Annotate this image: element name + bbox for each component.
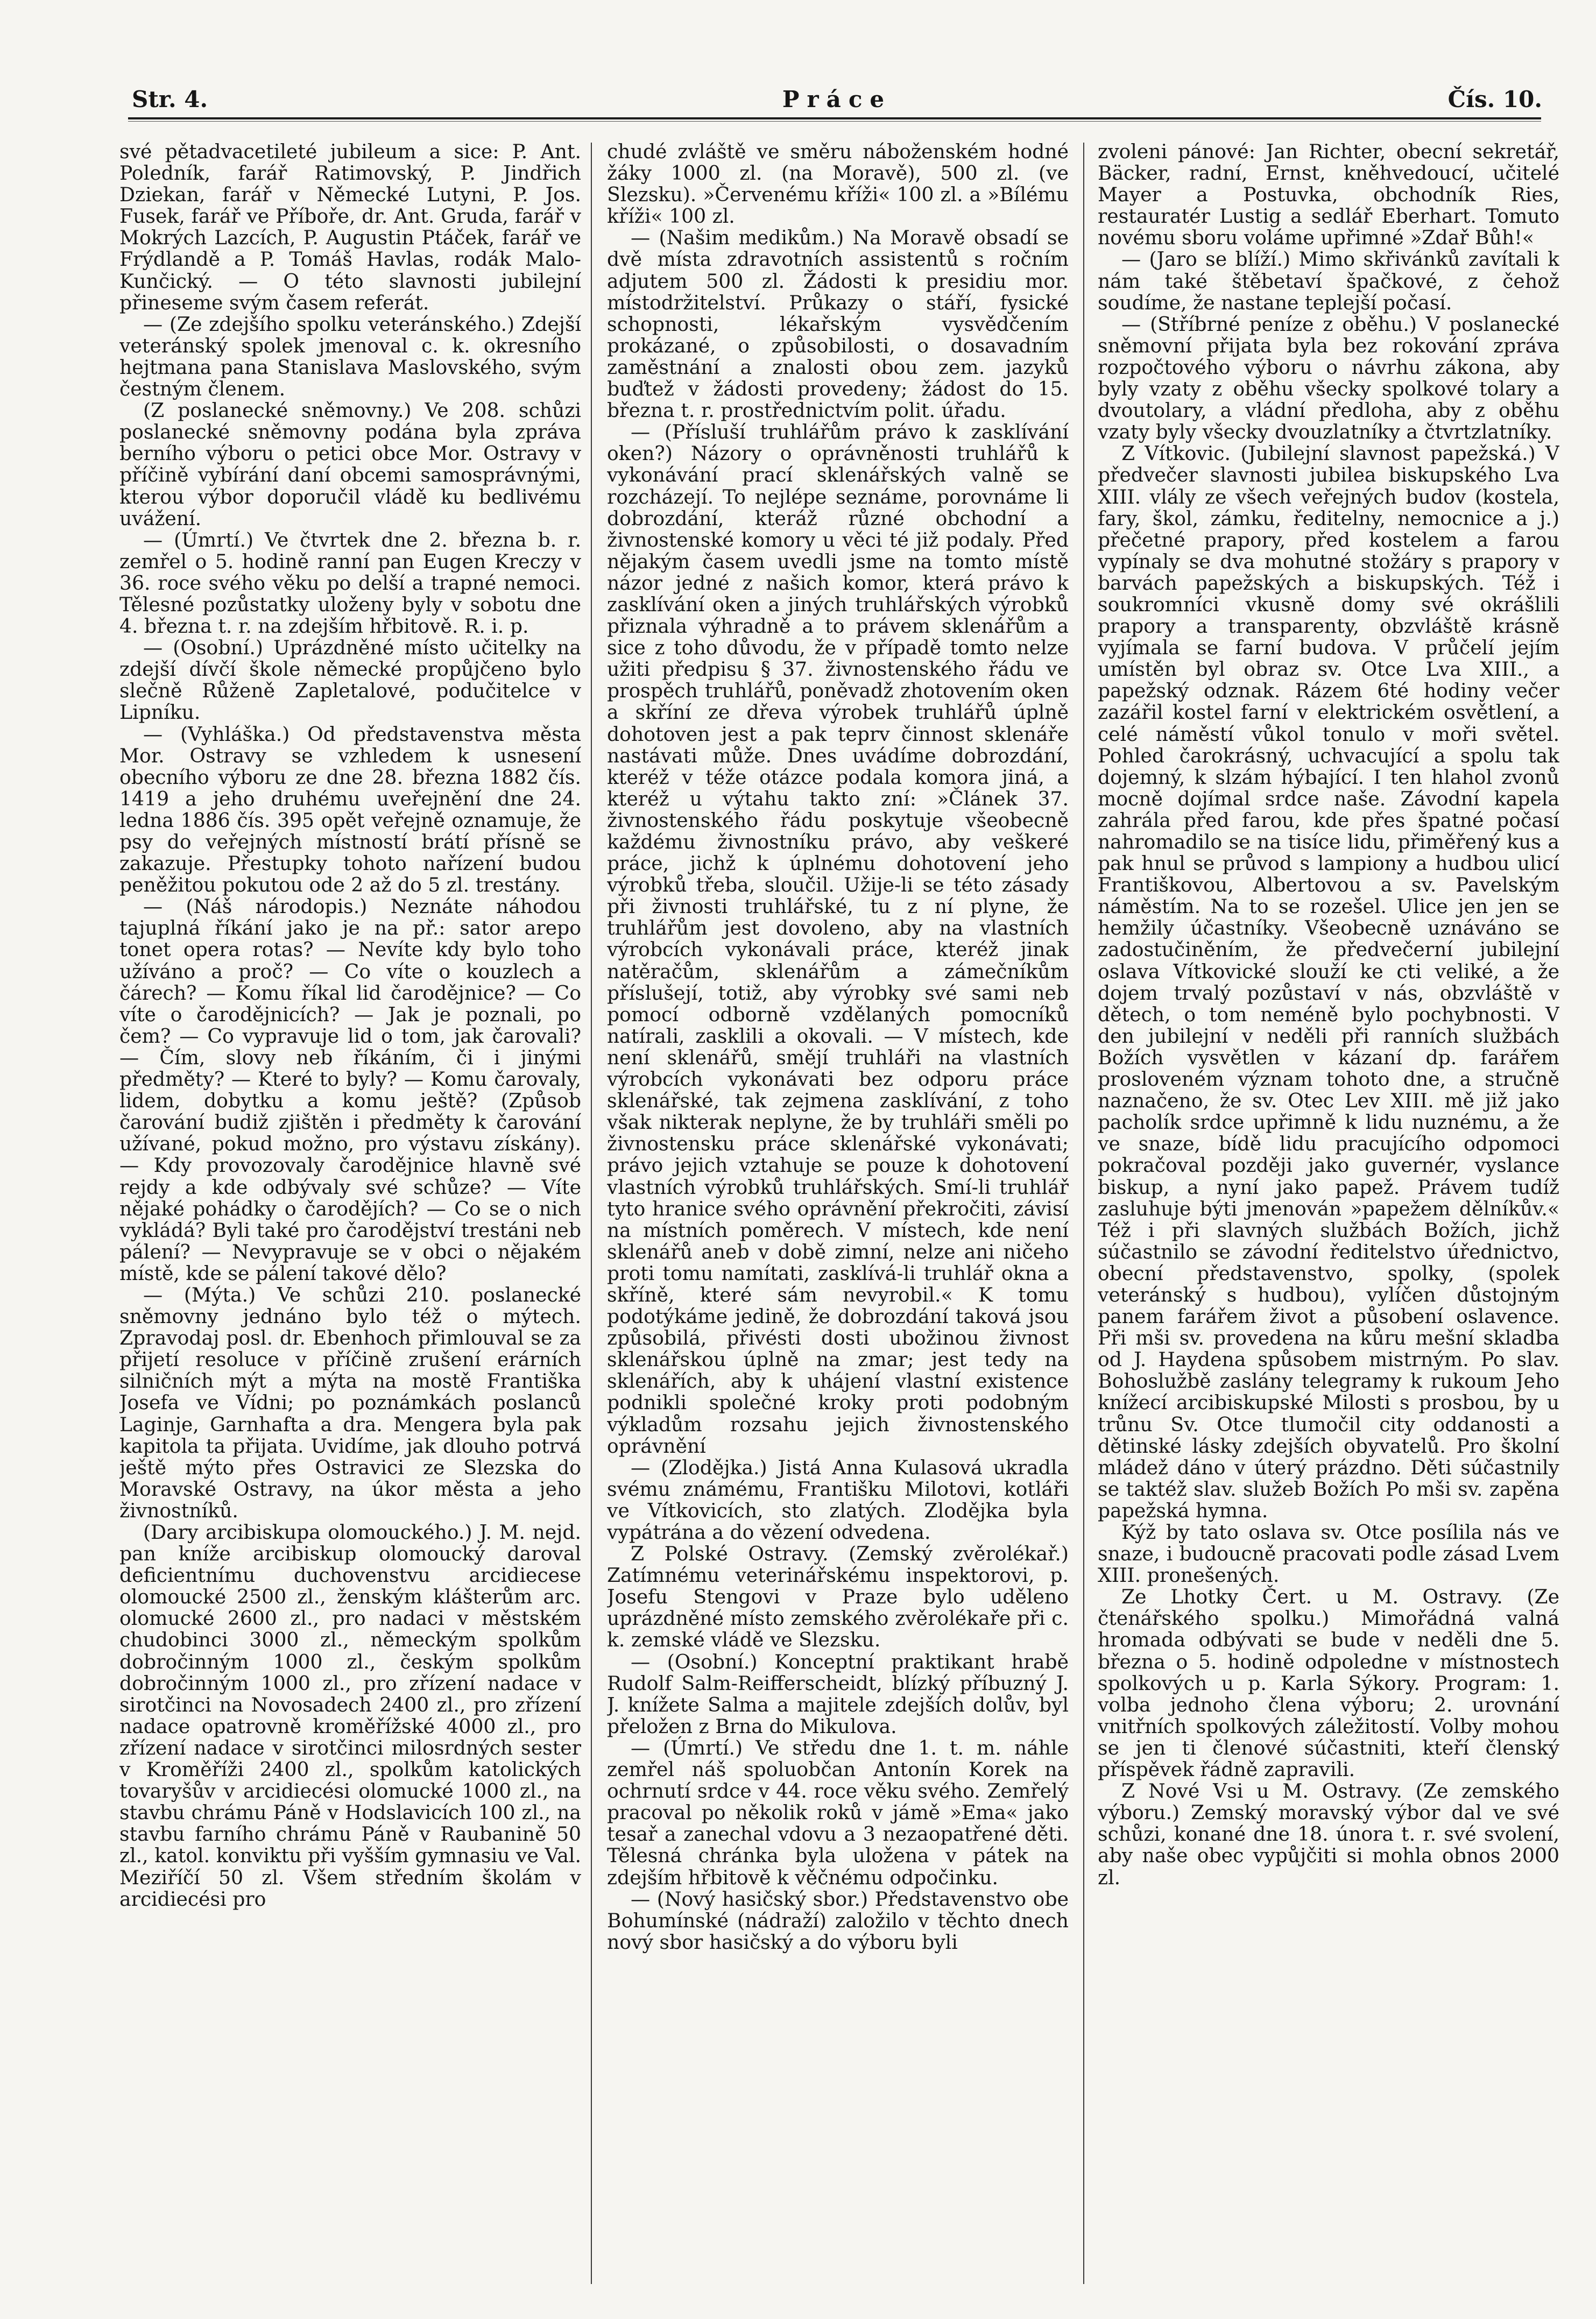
article-paragraph: — (Stříbrné peníze z oběhu.) V poslanecké sněmovní přijata byla bez rokování zpráva rozpočtového výboru o návrhu zákona, aby byly vzaty z oběhu všecky spolkové tolary a dvoutolary, a vládní předloha, aby z oběhu vzaty byly všecky dvouzlatníky a čtvrtzlatníky.	[1098, 312, 1559, 444]
article-paragraph: zvoleni pánové: Jan Richter, obecní sekretář, Bäcker, radní, Ernst, kněhvedoucí, učitelé Mayer a Postuvka, obchodník Ries, restauratér Lustig a sedlář Eberhart. Tomuto novému sboru voláme upřimné »Zdař Bůh!«	[1098, 141, 1559, 250]
page-header	[132, 86, 1542, 118]
header-rule	[128, 117, 1541, 119]
article-paragraph: Z Nové Vsi u M. Ostravy. (Ze zemského výboru.) Zemský moravský výbor dal ve své schůzi, konané dne 18. února t. r. své svolení, aby naše obec vypůjčiti si mohla obnos 2000 zl.	[1098, 1779, 1559, 1889]
column-3	[1098, 141, 1559, 2282]
header-rule-thin	[128, 121, 1541, 122]
article-paragraph: — (Úmrtí.) Ve středu dne 1. t. m. náhle zemřel náš spoluobčan Antonín Korek na ochrnutí srdce v 44. roce věku svého. Zemřelý pracoval po několik roků v jámě »Ema« jako tesař a zanechal vdovu a 3 nezaopatřené děti. Tělesná chránka byla uložena v pátek na zdejším hřbitově k věčnému odpočinku.	[607, 1736, 1069, 1889]
article-paragraph: Z Polské Ostravy. (Zemský zvěrolékař.) Zatímnému veterinářskému inspektorovi, p. Josefu Stengovi v Praze bylo uděleno uprázdněné místo zemského zvěrolékaře při c. k. zemské vládě ve Slezsku.	[607, 1542, 1069, 1652]
article-paragraph: — (Jaro se blíží.) Mimo skřivánků zavítali k nám také štěbetaví špačkové, z čehož soudíme, že nastane teplejší počasí.	[1098, 248, 1559, 314]
article-paragraph: Ze Lhotky Čert. u M. Ostravy. (Ze čtenářského spolku.) Mimořádná valná hromada odbývati se bude v neděli dne 5. března o 5. hodině odpoledne v místnostech spolkových u p. Karla Sýkory. Program: 1. volba jednoho člena výboru; 2. urovnání vnitřních spolkových záležitostí. Volby mohou se jen ti členové súčastniti, kteří členský příspěvek řádně zapravili.	[1098, 1585, 1559, 1781]
article-paragraph: — (Mýta.) Ve schůzi 210. poslanecké sněmovny jednáno bylo též o mýtech. Zpravodaj posl. dr. Ebenhoch přimlouval se za přijetí resoluce v příčině zrušení erárních silničních mýt a mýta na mostě Františka Josefa ve Vídni; po poznámkách poslanců Laginje, Garnhafta a dra. Mengera byla pak kapitola ta přijata. Uvidíme, jak dlouho potrvá ještě mýto přes Ostravici ze Slezska do Moravské Ostravy, na úkor města a jeho živnostníků.	[119, 1283, 581, 1522]
article-paragraph: — (Přísluší truhlářům právo k zasklívání oken?) Názory o oprávněnosti truhlářů k vykonávání prací sklenářských valně se rozcházejí. To nejlépe seznáme, porovnáme li dobrozdání, kteráž různé obchodní a živnostenské komory u věci té již podaly. Před nějakým časem uvedli jsme na tomto místě názor jedné z našich komor, která právo k zasklívání oken a jiných truhlářských výrobků přiznala výhradně a to právem sklenářům a sice z toho důvodu, že v případě tomto nelze užiti předpisu § 37. živnostenského řádu ve prospěch truhlářů, poněvadž zhotovením oken a skříní ze dřeva výrobek truhlářů úplně dohotoven jest a pak teprv činnost sklenáře nastávati může. Dnes uvádíme dobrozdání, kteréž v téže otázce podala komora jiná, a kteréž u výtahu takto zní: »Článek 37. živnostenského řádu poskytuje všeobecně každému živnostníku právo, aby veškeré práce, jichž k úplnému dohotovení jeho výrobků třeba, sloučil. Užije-li se této zásady při živnosti truhlářské, tu z ní plyne, že truhlářům jest dovoleno, aby na vlastních výrobcích vykonávali práce, kteréž jinak natěračům, sklenářům a zámečníkům příslušejí, totiž, aby výrobky své sami neb pomocí odborně vzdělaných pomocníků natírali, zasklili a okovali. — V místech, kde není sklenářů, smějí truhláři na vlastních výrobcích vykonávati bez odporu práce sklenářské, tak zejmena zasklívání, z toho však nikterak neplyne, že by truhláři směli po živnostensku práce sklenářské vykonávati; právo jejich vztahuje se pouze k dohotovení vlastních výrobků truhlářských. Smí-li truhlář tyto hranice svého oprávnění překročiti, závisí na místních poměrech. V místech, kde není sklenářů aneb v době zimní, nelze ani ničeho proti tomu namítati, zasklívá-li truhlář okna a skříně, které sám nevyrobil.« K tomu podotýkáme jedině, že dobrozdání taková jsou způsobilá, přivésti dosti ubožinou živnost sklenářskou úplně na zmar; jest tedy na sklenářích, aby k uhájení vlastní existence podnikli společné kroky proti podobným výkladům rozsahu jejich živnostenského oprávnění	[607, 420, 1069, 1458]
article-paragraph: (Dary arcibiskupa olomouckého.) J. M. nejd. pan kníže arcibiskup olomoucký daroval deficientnímu duchovenstvu arcidiecese olomoucké 2500 zl., ženským klášterům arc. olomucké 2600 zl., pro nadaci v městském chudobinci 3000 zl., německým spolkům dobročinným 1000 zl., českým spolkům dobročinným 1000 zl., pro zřízení nadace v sirotčinci na Novosadech 2400 zl., pro zřízení nadace opatrovně kroměřížské 4000 zl., pro zřízení nadace v sirotčinci milosrdných sester v Kroměříži 2400 zl., spolkům katolických tovaryšův v arcidiecési olomucké 1000 zl., na stavbu chrámu Páně v Hodslavicích 100 zl., na stavbu farního chrámu Páně v Raubanině 50 zl., katol. konviktu při vyšším gymnasiu ve Val. Meziříčí 50 zl. Všem středním školám v arcidiecési pro	[119, 1521, 581, 1911]
newspaper-title: Práce	[782, 86, 892, 112]
column-divider	[591, 143, 592, 2284]
article-paragraph: — (Osobní.) Uprázdněné místo učitelky na zdejší dívčí škole německé propůjčeno bylo slečně Růženě Zapletalové, podučitelce v Lipníku.	[119, 636, 581, 724]
article-paragraph: Z Vítkovic. (Jubilejní slavnost papežská.) V předvečer slavnosti jubilea biskupského Lva XIII. vlály ze všech veřejných budov (kostela, fary, škol, zámku, ředitelny, nemocnice a j.) přečetné prapory, před kostelem a farou vypínaly se dva mohutné stožáry s prapory v barvách papežských a biskupských. Též i soukromníci vkusně domy své okrášlili prapory a transparenty, obzvláště krásně vyjímala se farní budova. V průčelí jejím umístěn byl obraz sv. Otce Lva XIII., a papežský odznak. Rázem 6té hodiny večer zazářil kostel farní v elektrickém osvětlení, a celé náměstí vůkol tonulo v moři světel. Pohled čarokrásný, uchvacující a spolu tak dojemný, k slzám hýbající. I ten hlahol zvonů mocně dojímal srdce naše. Závodní kapela zahrála před farou, kde přes špatné počasí nahromadilo se na tisíce lidu, přiměřený kus a pak hnul se průvod s lampiony a hudbou ulicí Františkovou, Albertovou a sv. Pavelským náměstím. Na to se rozešel. Ulice jen jen se hemžily účastníky. Všeobecně uznáváno se zadostučiněním, že předvečerní jubilejní oslava Vítkovické slouží ke cti veliké, a že dojem trvalý pozůstaví v nás, obzvláště v dětech, o tom neméně bylo pochybnosti. V den jubilejní v neděli při ranních službách Božích vysvětlen v kázaní dp. farářem prosloveném význam tohoto dne, a stručně naznačeno, že sv. Otec Lev XIII. mě již jako pacholík srdce upřimně k lidu nuznému, a že ve snaze, bídě lidu pracujícího odpomoci pokračoval později jako guvernér, vyslance biskup, a nyní jako papež. Právem tudíž zasluhuje býti jmenován »papežem dělníkův.« Též i při slavných službách Božích, jichž súčastnilo se závodní ředitelstvo úřednictvo, obecní představenstvo, spolky, (spolek veteránský s hudbou), vylíčen důstojným panem farářem život a působení oslavence. Při mši sv. provedena na kůru mešní skladba od J. Haydena spůsobem mistrným. Po slav. Bohoslužbě zaslány telegramy k rukoum Jeho knížecí arcibiskupské Milosti s prosbou, by u trůnu Sv. Otce tlumočil city oddanosti a dětinské lásky zdejších obyvatelů. Pro školní mládež dáno v úterý prázdno. Děti súčastnily se taktéž slav. služeb Božích Po mši sv. zapěna papežská hymna.	[1098, 442, 1559, 1522]
article-paragraph: chudé zvláště ve směru náboženském hodné žáky 1000 zl. (na Moravě), 500 zl. (ve Slezsku). »Červenému kříži« 100 zl. a »Bílému kříži« 100 zl.	[607, 141, 1069, 228]
article-paragraph: — (Náš národopis.) Neznáte náhodou tajuplná říkání jako je na př.: sator arepo tonet opera rotas? — Nevíte kdy bylo toho užíváno a proč? — Co víte o kouzlech a čárech? — Komu říkal lid čarodějnice? — Co víte o čarodějnicích? — Jak je poznali, po čem? — Co vypravuje lid o tom, jak čarovali? — Čím, slovy neb říkáním, či i jinými předměty? — Které to byly? — Komu čarovaly, lidem, dobytku a komu ještě? (Způsob čarování budiž zjištěn i předměty k čarování užívané, pokud možno, pro výstavu získány). — Kdy provozovaly čarodějnice hlavně své rejdy a kde odbývaly své schůze? — Víte nějaké pohádky o čarodějích? — Co se o nich vykládá? Byli také pro čarodějství trestáni neb pálení? — Nevypravuje se v obci o nějakém místě, kde se pálení takové dělo?	[119, 895, 581, 1285]
article-paragraph: své pětadvacetileté jubileum a sice: P. Ant. Poledník, farář Ratimovský, P. Jindřich Dziekan, farář v Německé Lutyni, P. Jos. Fusek, farář ve Příboře, dr. Ant. Gruda, farář v Mokrých Lazcích, P. Augustin Ptáček, farář ve Frýdlandě a P. Tomáš Havlas, rodák Malo-Kunčický. — O této slavnosti jubilejní přineseme svým časem referát.	[119, 141, 581, 314]
column-1	[119, 141, 581, 2282]
article-paragraph: — (Osobní.) Konceptní praktikant hrabě Rudolf Salm-Reifferscheidt, blízký příbuzný J. J. knížete Salma a majitele zdejších dolův, byl přeložen z Brna do Mikulova.	[607, 1650, 1069, 1738]
article-paragraph: (Z poslanecké sněmovny.) Ve 208. schůzi poslanecké sněmovny podána byla zpráva berního výboru o petici obce Mor. Ostravy v příčině vybírání daní obcemi samosprávnými, kterou výbor doporučil vládě ku bedlivému uvážení.	[119, 399, 581, 530]
page-number: Str. 4.	[132, 86, 208, 112]
article-paragraph: — (Ze zdejšího spolku veteránského.) Zdejší veteránský spolek jmenoval c. k. okresního hejtmana pana Stanislava Maslovského, svým čestným členem.	[119, 312, 581, 401]
issue-number: Čís. 10.	[1447, 86, 1542, 112]
article-paragraph: — (Nový hasičský sbor.) Představenstvo obe Bohumínské (nádraží) založilo v těchto dnech nový sbor hasičský a do výboru byli	[607, 1887, 1069, 1954]
article-paragraph: — (Úmrtí.) Ve čtvrtek dne 2. března b. r. zemřel o 5. hodině ranní pan Eugen Kreczy v 36. roce svého věku po delší a trapné nemoci. Tělesné pozůstatky uloženy byly v sobotu dne 4. března t. r. na zdejším hřbitově. R. i. p.	[119, 528, 581, 638]
article-paragraph: Kýž by tato oslava sv. Otce posílila nás ve snaze, i budoucně pracovati podle zásad Lvem XIII. pronešených.	[1098, 1521, 1559, 1587]
column-2	[607, 141, 1069, 2282]
article-paragraph: — (Našim medikům.) Na Moravě obsadí se dvě místa zdravotních assistentů s ročním adjutem 500 zl. Žádosti k presidiu mor. místodržitelství. Průkazy o stáří, fysické schopnosti, lékařským vysvědčením prokázané, o způsobilosti, o dosavadním zaměstnání a znalosti obou zem. jazyků buďtež v žádosti provedeny; žádost do 15. března t. r. prostřednictvím polit. úřadu.	[607, 226, 1069, 422]
column-divider	[1083, 143, 1084, 2284]
article-paragraph: — (Vyhláška.) Od představenstva města Mor. Ostravy se vzhledem k usnesení obecního výboru ze dne 28. března 1882 čís. 1419 a jeho druhému uveřejnění dne 24. ledna 1886 čís. 395 opět veřejně oznamuje, že psy do veřejných místností brátí přísně se zakazuje. Přestupky tohoto nařízení budou peněžitou pokutou ode 2 až do 5 zl. trestány.	[119, 722, 581, 897]
article-paragraph: — (Zlodějka.) Jistá Anna Kulasová ukradla svému známému, Františku Milotovi, kotláři ve Vítkovicích, sto zlatých. Zlodějka byla vypátrána a do vězení odvedena.	[607, 1455, 1069, 1544]
